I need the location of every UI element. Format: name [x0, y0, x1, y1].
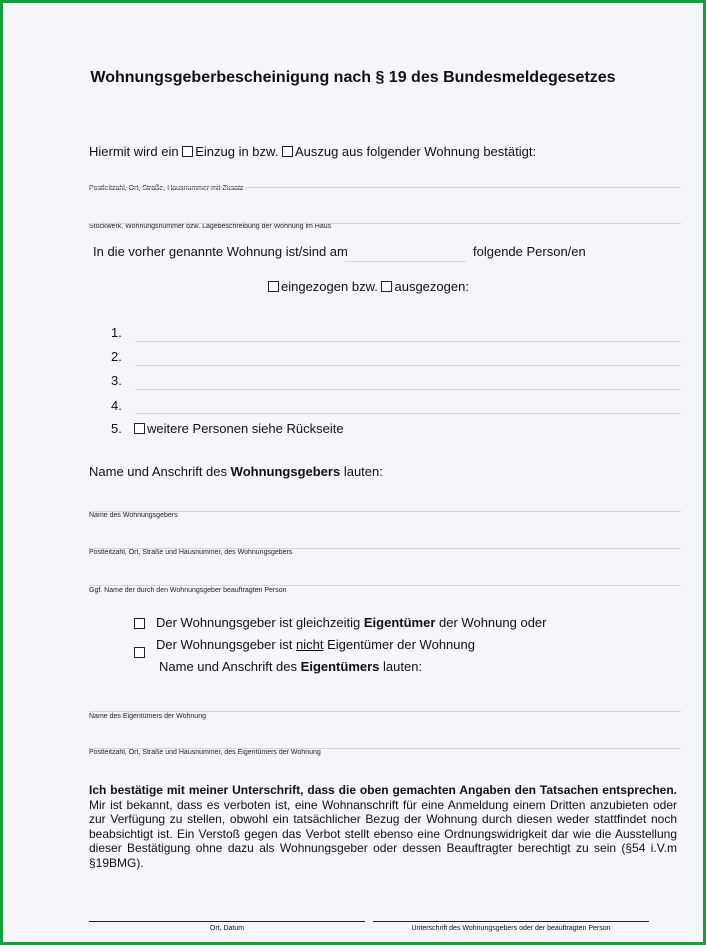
move-type-line — [268, 279, 469, 294]
agent-name-field[interactable] — [89, 585, 681, 586]
landlord-heading-suffix: lauten: — [343, 464, 383, 479]
owner-opt2-suffix: Eigentümer der Wohnung — [327, 637, 475, 652]
landlord-name-field[interactable] — [89, 511, 681, 512]
owner-is-landlord-checkbox[interactable] — [134, 618, 145, 629]
move-date-prefix: In die vorher genannte Wohnung ist/sind am — [93, 244, 348, 259]
owner-name-field[interactable] — [89, 711, 681, 712]
agent-name-label: Ggf. Name der durch den Wohnungsgeber beauftragten Person — [89, 587, 287, 594]
auszug-label: Auszug aus folgender Wohnung bestätigt: — [294, 144, 537, 159]
person-number-5: 5. — [111, 421, 122, 436]
place-date-field[interactable] — [89, 921, 365, 922]
owner-address-field[interactable] — [89, 748, 681, 749]
landlord-name-label: Name des Wohnungsgebers — [89, 512, 178, 519]
person-field-2[interactable] — [135, 365, 681, 366]
page-title: Wohnungsgeberbescheinigung nach § 19 des Bundesmeldegesetzes — [90, 69, 616, 86]
landlord-address-label: Postleitzahl, Ort, Straße und Hausnummer, des Wohnungsgebers — [89, 549, 293, 556]
owner-heading-bold: Eigentümers — [300, 659, 380, 674]
landlord-heading-bold: Wohnungsgebers — [230, 464, 341, 479]
signature-field[interactable] — [373, 921, 649, 922]
place-date-label: Ort, Datum — [209, 925, 245, 932]
eingezogen-label: eingezogen bzw. — [281, 279, 378, 294]
owner-name-label: Name des Eigentümers der Wohnung — [89, 713, 206, 720]
person-field-1[interactable] — [135, 341, 681, 342]
owner-opt2-underline: nicht — [295, 637, 324, 652]
move-date-suffix: folgende Person/en — [473, 244, 586, 259]
person-number-4: 4. — [111, 398, 122, 413]
person-field-4[interactable] — [135, 413, 681, 414]
move-date-field[interactable] — [345, 261, 466, 262]
address-field[interactable] — [89, 187, 681, 188]
owner-is-landlord-label — [156, 615, 546, 630]
person-number-2: 2. — [111, 349, 122, 364]
owner-address-label: Postleitzahl, Ort, Straße und Hausnummer, des Eigentümers der Wohnung — [89, 749, 321, 756]
more-persons-line — [134, 421, 344, 436]
person-number-1: 1. — [111, 325, 122, 340]
signature-label: Unterschrift des Wohnungsgebers oder der beauftragten Person — [411, 925, 611, 932]
landlord-address-field[interactable] — [89, 548, 681, 549]
owner-not-landlord-checkbox[interactable] — [134, 647, 145, 658]
auszug-checkbox[interactable] — [282, 146, 293, 157]
floor-field[interactable] — [89, 223, 681, 224]
einzug-checkbox[interactable] — [182, 146, 193, 157]
owner-not-landlord-label — [156, 637, 475, 652]
owner-heading — [159, 659, 422, 674]
more-persons-checkbox[interactable] — [134, 423, 145, 434]
owner-opt2-prefix: Der Wohnungsgeber ist — [156, 637, 293, 652]
declaration-text: Mir ist bekannt, dass es verboten ist, eine Wohnanschrift für eine Anmeldung einem Dritten anzubieten oder zur Verfügung zu stellen, obwohl ein tatsächlicher Bezug der Wohnung durch diesen weder stattfindet noch beabsichtigt ist. Ein Verstoß gegen das Verbot stellt ebenso eine Ordnungswidrigkeit dar wie die Ausstellung dieser Bestätigung ohne dazu als Wohnungsgeber oder dessen Beauftragter berechtigt zu sein (§54 i.V.m §19BMG). — [89, 797, 677, 870]
address-field-label: Postleitzahl, Ort, Straße, Hausnummer mit Zusatz — [89, 185, 244, 192]
owner-opt1-suffix: der Wohnung oder — [439, 615, 547, 630]
ausgezogen-label: ausgezogen: — [394, 279, 469, 294]
landlord-heading — [89, 464, 383, 479]
owner-opt1-prefix: Der Wohnungsgeber ist gleichzeitig — [156, 615, 361, 630]
declaration-bold: Ich bestätige mit meiner Unterschrift, dass die oben gemachten Angaben den Tatsachen entsprechen. — [89, 783, 677, 797]
ausgezogen-checkbox[interactable] — [381, 281, 392, 292]
intro-prefix: Hiermit wird ein — [89, 144, 179, 159]
owner-opt1-bold: Eigentümer — [363, 615, 436, 630]
landlord-heading-prefix: Name und Anschrift des — [89, 464, 228, 479]
owner-heading-prefix: Name und Anschrift des — [159, 659, 298, 674]
owner-heading-suffix: lauten: — [383, 659, 423, 674]
floor-field-label: Stockwerk, Wohnungsnummer bzw. Lagebeschreibung der Wohnung im Haus — [89, 223, 332, 230]
more-persons-label: weitere Personen siehe Rückseite — [147, 421, 344, 436]
person-field-3[interactable] — [135, 389, 681, 390]
declaration-paragraph — [89, 783, 677, 870]
person-number-3: 3. — [111, 373, 122, 388]
einzug-label: Einzug in bzw. — [195, 144, 279, 159]
eingezogen-checkbox[interactable] — [268, 281, 279, 292]
intro-line — [89, 144, 536, 159]
